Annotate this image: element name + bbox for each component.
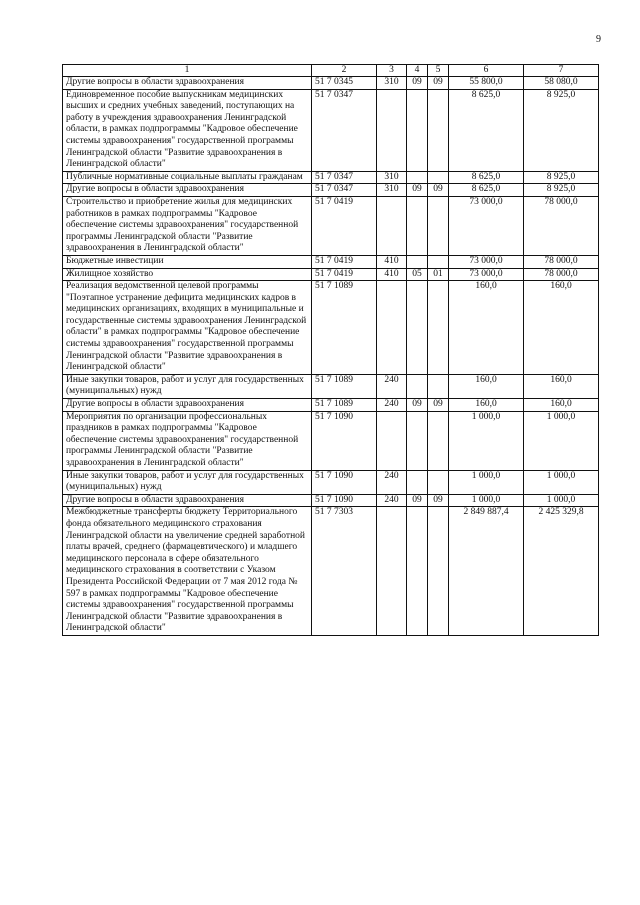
row-section-cell <box>407 411 428 470</box>
row-amount-year1-cell: 1 000,0 <box>449 411 524 470</box>
row-expense-type-cell: 410 <box>377 255 407 268</box>
page-number: 9 <box>596 34 601 45</box>
row-code-cell: 51 7 0347 <box>312 184 377 197</box>
table-row <box>63 268 599 281</box>
row-expense-type-cell: 240 <box>377 399 407 412</box>
row-subsection-cell: 09 <box>428 77 449 90</box>
row-amount-year1-cell: 8 625,0 <box>449 171 524 184</box>
header-cell: 5 <box>428 65 449 77</box>
row-amount-year1-cell: 73 000,0 <box>449 196 524 255</box>
table-row <box>63 494 599 507</box>
row-subsection-cell <box>428 171 449 184</box>
row-section-cell: 09 <box>407 399 428 412</box>
row-name-cell: Мероприятия по организации профессиональных праздников в рамках подпрограммы "Кадровое обеспечение системы здравоохранения" государственной программы Ленинградской области "Развитие здравоохранения в Ленинградской области" <box>63 411 312 470</box>
row-code-cell: 51 7 1089 <box>312 374 377 398</box>
row-subsection-cell <box>428 89 449 171</box>
row-section-cell: 09 <box>407 184 428 197</box>
row-expense-type-cell: 410 <box>377 268 407 281</box>
row-subsection-cell <box>428 196 449 255</box>
row-expense-type-cell <box>377 281 407 375</box>
row-amount-year1-cell: 73 000,0 <box>449 268 524 281</box>
table-row <box>63 399 599 412</box>
row-name-cell: Бюджетные инвестиции <box>63 255 312 268</box>
row-code-cell: 51 7 1090 <box>312 411 377 470</box>
row-code-cell: 51 7 0347 <box>312 171 377 184</box>
header-cell: 2 <box>312 65 377 77</box>
table-row <box>63 89 599 171</box>
row-name-cell: Строительство и приобретение жилья для медицинских работников в рамках подпрограммы "Кадровое обеспечение системы здравоохранения" государственной программы Ленинградской области "Развитие здравоохранения в Ленинградской области" <box>63 196 312 255</box>
row-code-cell: 51 7 1090 <box>312 494 377 507</box>
row-section-cell <box>407 507 428 636</box>
row-code-cell: 51 7 1090 <box>312 470 377 494</box>
row-expense-type-cell: 310 <box>377 77 407 90</box>
table-row <box>63 281 599 375</box>
row-section-cell <box>407 171 428 184</box>
row-section-cell <box>407 255 428 268</box>
row-name-cell: Другие вопросы в области здравоохранения <box>63 494 312 507</box>
row-expense-type-cell <box>377 89 407 171</box>
row-amount-year2-cell: 160,0 <box>524 374 599 398</box>
row-code-cell: 51 7 7303 <box>312 507 377 636</box>
row-subsection-cell <box>428 374 449 398</box>
row-name-cell: Другие вопросы в области здравоохранения <box>63 77 312 90</box>
row-amount-year2-cell: 1 000,0 <box>524 411 599 470</box>
table-row <box>63 411 599 470</box>
row-section-cell <box>407 281 428 375</box>
table-row <box>63 196 599 255</box>
row-subsection-cell: 09 <box>428 184 449 197</box>
row-name-cell: Иные закупки товаров, работ и услуг для государственных (муниципальных) нужд <box>63 374 312 398</box>
row-section-cell <box>407 196 428 255</box>
row-amount-year1-cell: 8 625,0 <box>449 89 524 171</box>
row-subsection-cell <box>428 470 449 494</box>
row-name-cell: Реализация ведомственной целевой программы "Поэтапное устранение дефицита медицинских кадров в медицинских организациях, входящих в муниципальные и государственные системы здравоохранения Ленинградской области" в рамках подпрограммы "Кадровое обеспечение системы здравоохранения" государственной программы Ленинградской области "Развитие здравоохранения в Ленинградской области" <box>63 281 312 375</box>
header-cell: 1 <box>63 65 312 77</box>
row-code-cell: 51 7 1089 <box>312 281 377 375</box>
row-name-cell: Межбюджетные трансферты бюджету Территориального фонда обязательного медицинского страхования Ленинградской области на увеличение средней заработной платы врачей, среднего (фармацевтического) и младшего медицинского персонала в сфере обязательного медицинского страхования в соответствии с Указом Президента Российской Федерации от 7 мая 2012 года № 597 в рамках подпрограммы "Кадровое обеспечение системы здравоохранения" государственной программы Ленинградской области "Развитие здравоохранения в Ленинградской области" <box>63 507 312 636</box>
row-amount-year2-cell: 160,0 <box>524 281 599 375</box>
row-amount-year2-cell: 1 000,0 <box>524 494 599 507</box>
row-code-cell: 51 7 0419 <box>312 196 377 255</box>
row-subsection-cell <box>428 255 449 268</box>
header-cell: 6 <box>449 65 524 77</box>
row-expense-type-cell: 240 <box>377 494 407 507</box>
row-name-cell: Другие вопросы в области здравоохранения <box>63 184 312 197</box>
row-name-cell: Другие вопросы в области здравоохранения <box>63 399 312 412</box>
row-code-cell: 51 7 0419 <box>312 255 377 268</box>
table-row <box>63 184 599 197</box>
table-row <box>63 77 599 90</box>
row-subsection-cell <box>428 411 449 470</box>
row-name-cell: Иные закупки товаров, работ и услуг для государственных (муниципальных) нужд <box>63 470 312 494</box>
table-row <box>63 374 599 398</box>
row-amount-year2-cell: 78 000,0 <box>524 255 599 268</box>
row-expense-type-cell: 240 <box>377 470 407 494</box>
row-amount-year1-cell: 160,0 <box>449 399 524 412</box>
row-amount-year2-cell: 8 925,0 <box>524 89 599 171</box>
row-expense-type-cell: 240 <box>377 374 407 398</box>
row-subsection-cell: 01 <box>428 268 449 281</box>
row-amount-year2-cell: 78 000,0 <box>524 196 599 255</box>
row-amount-year2-cell: 78 000,0 <box>524 268 599 281</box>
row-subsection-cell <box>428 281 449 375</box>
header-cell: 7 <box>524 65 599 77</box>
row-amount-year1-cell: 1 000,0 <box>449 470 524 494</box>
row-amount-year2-cell: 160,0 <box>524 399 599 412</box>
row-amount-year1-cell: 8 625,0 <box>449 184 524 197</box>
row-amount-year1-cell: 160,0 <box>449 281 524 375</box>
table-row <box>63 255 599 268</box>
row-expense-type-cell <box>377 507 407 636</box>
header-cell: 4 <box>407 65 428 77</box>
row-amount-year1-cell: 160,0 <box>449 374 524 398</box>
row-amount-year2-cell: 8 925,0 <box>524 184 599 197</box>
row-code-cell: 51 7 1089 <box>312 399 377 412</box>
row-amount-year2-cell: 2 425 329,8 <box>524 507 599 636</box>
row-expense-type-cell: 310 <box>377 171 407 184</box>
row-amount-year2-cell: 1 000,0 <box>524 470 599 494</box>
row-amount-year1-cell: 55 800,0 <box>449 77 524 90</box>
row-amount-year1-cell: 2 849 887,4 <box>449 507 524 636</box>
row-amount-year2-cell: 58 080,0 <box>524 77 599 90</box>
row-name-cell: Единовременное пособие выпускникам медицинских высших и средних учебных заведений, поступающих на работу в учреждения здравоохранения Ленинградской области, в рамках подпрограммы "Кадровое обеспечение системы здравоохранения" государственной программы Ленинградской области "Развитие здравоохранения в Ленинградской области" <box>63 89 312 171</box>
row-subsection-cell: 09 <box>428 494 449 507</box>
row-expense-type-cell <box>377 196 407 255</box>
row-expense-type-cell: 310 <box>377 184 407 197</box>
table-row <box>63 171 599 184</box>
row-code-cell: 51 7 0347 <box>312 89 377 171</box>
budget-table <box>62 64 599 636</box>
row-code-cell: 51 7 0345 <box>312 77 377 90</box>
row-amount-year1-cell: 73 000,0 <box>449 255 524 268</box>
row-section-cell: 05 <box>407 268 428 281</box>
row-amount-year1-cell: 1 000,0 <box>449 494 524 507</box>
row-amount-year2-cell: 8 925,0 <box>524 171 599 184</box>
row-subsection-cell <box>428 507 449 636</box>
row-section-cell <box>407 89 428 171</box>
row-section-cell <box>407 470 428 494</box>
row-section-cell: 09 <box>407 494 428 507</box>
table-row <box>63 507 599 636</box>
row-section-cell <box>407 374 428 398</box>
row-expense-type-cell <box>377 411 407 470</box>
header-cell: 3 <box>377 65 407 77</box>
table-header-row <box>63 65 599 77</box>
row-name-cell: Жилищное хозяйство <box>63 268 312 281</box>
row-code-cell: 51 7 0419 <box>312 268 377 281</box>
row-name-cell: Публичные нормативные социальные выплаты гражданам <box>63 171 312 184</box>
table-row <box>63 470 599 494</box>
row-subsection-cell: 09 <box>428 399 449 412</box>
row-section-cell: 09 <box>407 77 428 90</box>
